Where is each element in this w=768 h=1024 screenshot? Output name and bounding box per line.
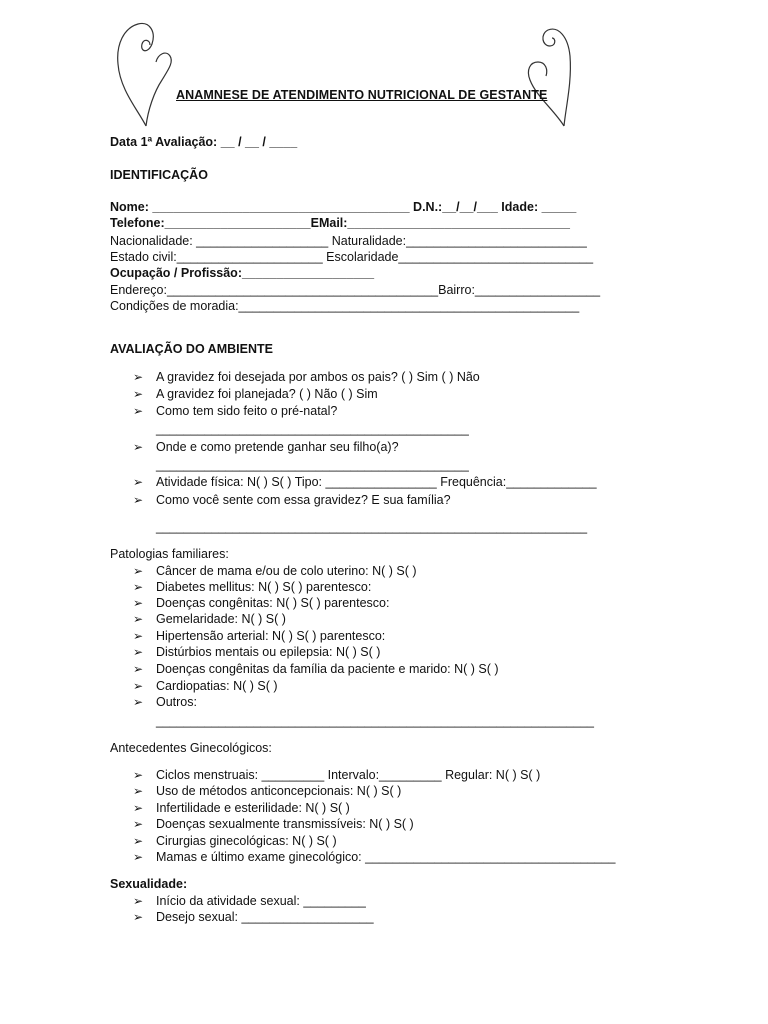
arrow-bullet-icon: ➢ xyxy=(133,596,144,610)
estado-civil-field[interactable]: Estado civil:_____________________ Escolaridade____________________________ xyxy=(110,250,594,264)
nome-field[interactable]: Nome: _____________________________________ D.N.:__/__/___ Idade: _____ xyxy=(110,200,577,214)
arrow-bullet-icon: ➢ xyxy=(133,850,144,864)
list-item[interactable]: ➢ Infertilidade e esterilidade: N( ) S( ) xyxy=(133,801,350,815)
arrow-bullet-icon: ➢ xyxy=(133,768,144,782)
condicoes-moradia-field[interactable]: Condições de moradia:_________________________________________________ xyxy=(110,299,580,313)
list-item[interactable]: ➢ Doenças congênitas da família da paciente e marido: N( ) S( ) xyxy=(133,662,499,676)
list-item[interactable]: ➢ Doenças sexualmente transmissíveis: N( ) S( ) xyxy=(133,817,414,831)
outros-answer-line[interactable]: _______________________________________________________________ xyxy=(156,714,594,728)
arrow-bullet-icon: ➢ xyxy=(133,564,144,578)
arrow-bullet-icon: ➢ xyxy=(133,580,144,594)
arrow-bullet-icon: ➢ xyxy=(133,645,144,659)
pre-natal-answer-line[interactable]: _____________________________________________ xyxy=(156,422,469,436)
arrow-bullet-icon: ➢ xyxy=(133,910,144,924)
arrow-bullet-icon: ➢ xyxy=(133,404,144,418)
parto-answer-line[interactable]: _____________________________________________ xyxy=(156,458,469,472)
list-item[interactable]: ➢ Uso de métodos anticoncepcionais: N( ) S( ) xyxy=(133,784,402,798)
arrow-bullet-icon: ➢ xyxy=(133,662,144,676)
list-item[interactable]: ➢ Câncer de mama e/ou de colo uterino: N( ) S( ) xyxy=(133,564,417,578)
heart-left-icon xyxy=(112,18,178,130)
list-item[interactable]: ➢ Cirurgias ginecológicas: N( ) S( ) xyxy=(133,834,337,848)
list-item[interactable]: ➢ Como tem sido feito o pré-natal? xyxy=(133,404,338,418)
list-item[interactable]: ➢ Doenças congênitas: N( ) S( ) parentesco: xyxy=(133,596,390,610)
list-item[interactable]: ➢ Cardiopatias: N( ) S( ) xyxy=(133,679,278,693)
list-item[interactable]: ➢ Como você sente com essa gravidez? E sua família? xyxy=(133,493,451,507)
arrow-bullet-icon: ➢ xyxy=(133,440,144,454)
ambiente-heading: AVALIAÇÃO DO AMBIENTE xyxy=(110,342,273,356)
list-item[interactable]: ➢ Gemelaridade: N( ) S( ) xyxy=(133,612,286,626)
list-item[interactable]: ➢ Distúrbios mentais ou epilepsia: N( ) S( ) xyxy=(133,645,381,659)
list-item[interactable]: ➢ Início da atividade sexual: _________ xyxy=(133,894,366,908)
gravidez-answer-line[interactable]: ______________________________________________________________ xyxy=(156,520,588,534)
arrow-bullet-icon: ➢ xyxy=(133,475,144,489)
arrow-bullet-icon: ➢ xyxy=(133,679,144,693)
arrow-bullet-icon: ➢ xyxy=(133,695,144,709)
arrow-bullet-icon: ➢ xyxy=(133,817,144,831)
arrow-bullet-icon: ➢ xyxy=(133,493,144,507)
data-avaliacao-field[interactable]: Data 1ª Avaliação: __ / __ / ____ xyxy=(110,135,298,149)
list-item[interactable]: ➢ Onde e como pretende ganhar seu filho(a)? xyxy=(133,440,399,454)
arrow-bullet-icon: ➢ xyxy=(133,834,144,848)
patologias-heading: Patologias familiares: xyxy=(110,547,229,561)
list-item[interactable]: ➢ Diabetes mellitus: N( ) S( ) parentesco: xyxy=(133,580,372,594)
sexualidade-heading: Sexualidade: xyxy=(110,877,188,891)
list-item[interactable]: ➢ Atividade física: N( ) S( ) Tipo: ________________ Frequência:_____________ xyxy=(133,475,597,489)
arrow-bullet-icon: ➢ xyxy=(133,612,144,626)
arrow-bullet-icon: ➢ xyxy=(133,801,144,815)
ocupacao-field[interactable]: Ocupação / Profissão:___________________ xyxy=(110,266,375,280)
arrow-bullet-icon: ➢ xyxy=(133,629,144,643)
endereco-field[interactable]: Endereço:_______________________________________Bairro:__________________ xyxy=(110,283,601,297)
heart-right-icon xyxy=(520,22,576,130)
arrow-bullet-icon: ➢ xyxy=(133,894,144,908)
list-item[interactable]: ➢ A gravidez foi desejada por ambos os pais? ( ) Sim ( ) Não xyxy=(133,370,480,384)
list-item[interactable]: ➢ Hipertensão arterial: N( ) S( ) parentesco: xyxy=(133,629,386,643)
telefone-field[interactable]: Telefone:_____________________EMail:________________________________ xyxy=(110,216,570,230)
arrow-bullet-icon: ➢ xyxy=(133,370,144,384)
arrow-bullet-icon: ➢ xyxy=(133,784,144,798)
arrow-bullet-icon: ➢ xyxy=(133,387,144,401)
list-item[interactable]: ➢ A gravidez foi planejada? ( ) Não ( ) Sim xyxy=(133,387,378,401)
list-item[interactable]: ➢ Outros: xyxy=(133,695,197,709)
identificacao-heading: IDENTIFICAÇÃO xyxy=(110,168,208,182)
list-item[interactable]: ➢ Mamas e último exame ginecológico: ____________________________________ xyxy=(133,850,616,864)
ginecologicos-heading: Antecedentes Ginecológicos: xyxy=(110,741,272,755)
form-title: ANAMNESE DE ATENDIMENTO NUTRICIONAL DE GESTANTE xyxy=(176,88,548,102)
list-item[interactable]: ➢ Desejo sexual: ___________________ xyxy=(133,910,374,924)
nacionalidade-field[interactable]: Nacionalidade: ___________________ Naturalidade:__________________________ xyxy=(110,234,587,248)
list-item[interactable]: ➢ Ciclos menstruais: _________ Intervalo:_________ Regular: N( ) S( ) xyxy=(133,768,541,782)
